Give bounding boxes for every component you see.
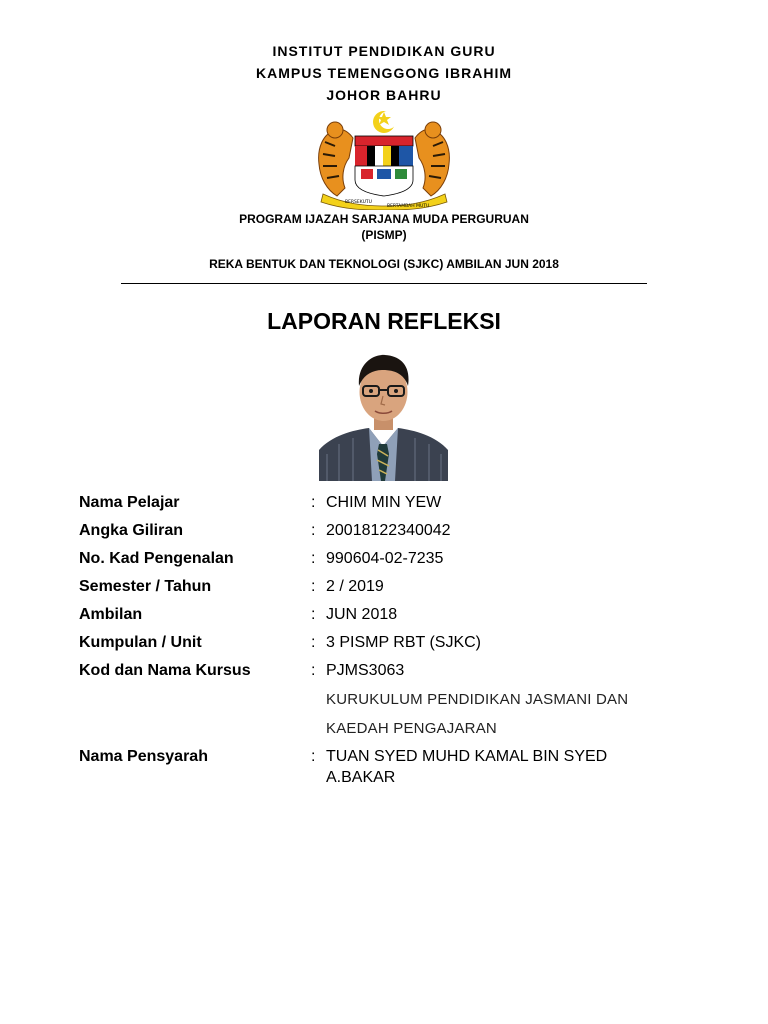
lecturer-name-line1: TUAN SYED MUHD KAMAL BIN SYED [326, 748, 608, 765]
crest-motto-right: BERTAMBAH MUTU [387, 204, 430, 209]
header-divider [121, 283, 647, 284]
course-intake-line: REKA BENTUK DAN TEKNOLOGI (SJKC) AMBILAN JUN 2018 [209, 257, 559, 271]
detail-label: Ambilan [79, 606, 143, 623]
detail-label: Nama Pelajar [79, 494, 180, 511]
lecturer-name-line2: A.BAKAR [326, 769, 396, 786]
malaysia-coat-of-arms-logo [305, 108, 463, 210]
city-name: JOHOR BAHRU [326, 87, 442, 103]
program-abbreviation: (PISMP) [361, 228, 407, 242]
detail-label: Semester / Tahun [79, 578, 212, 595]
detail-value: PJMS3063 [326, 662, 405, 679]
detail-separator: : [311, 494, 316, 511]
detail-value: 2 / 2019 [326, 578, 384, 595]
detail-value: JUN 2018 [326, 606, 398, 623]
detail-value: 3 PISMP RBT (SJKC) [326, 634, 481, 651]
detail-label: No. Kad Pengenalan [79, 550, 234, 567]
detail-value: CHIM MIN YEW [326, 494, 442, 511]
detail-separator: : [311, 522, 316, 539]
detail-separator: : [311, 662, 316, 679]
detail-label: Kod dan Nama Kursus [79, 662, 251, 679]
detail-separator: : [311, 550, 316, 567]
institute-name: INSTITUT PENDIDIKAN GURU [272, 43, 496, 59]
course-name-line1: KURUKULUM PENDIDIKAN JASMANI DAN [326, 691, 629, 708]
course-name-line2: KAEDAH PENGAJARAN [326, 720, 497, 737]
detail-label: Angka Giliran [79, 522, 184, 539]
program-name: PROGRAM IJAZAH SARJANA MUDA PERGURUAN [239, 212, 529, 226]
detail-label: Kumpulan / Unit [79, 634, 202, 651]
campus-name: KAMPUS TEMENGGONG IBRAHIM [256, 65, 512, 81]
detail-separator: : [311, 578, 316, 595]
student-photo [319, 350, 448, 481]
crest-motto-left: BERSEKUTU [345, 200, 372, 205]
lecturer-separator: : [311, 748, 316, 765]
lecturer-label: Nama Pensyarah [79, 748, 208, 765]
page-title: LAPORAN REFLEKSI [267, 308, 501, 334]
detail-value: 990604-02-7235 [326, 550, 444, 567]
detail-value: 20018122340042 [326, 522, 451, 539]
detail-separator: : [311, 634, 316, 651]
detail-separator: : [311, 606, 316, 623]
